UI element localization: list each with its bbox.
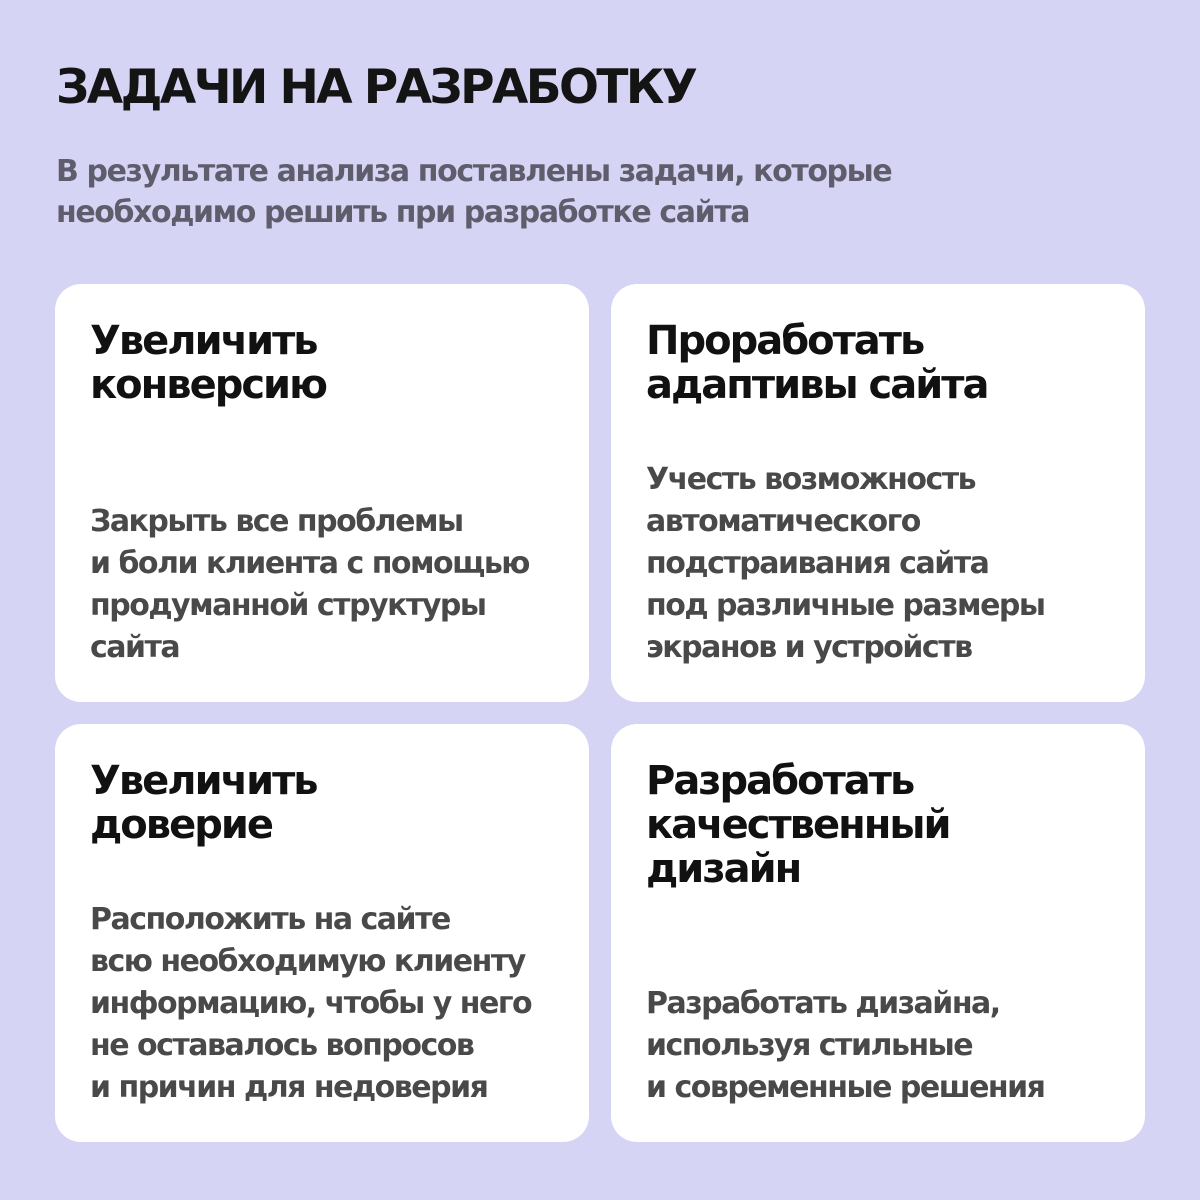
- card-description: Закрыть все проблемы и боли клиента с помощью продуманной структуры сайта: [90, 504, 529, 665]
- page-subtitle: В результате анализа поставлены задачи, которые необходимо решить при разработке сайта: [56, 154, 892, 230]
- card-description: Разработать дизайна, используя стильные и современные решения: [646, 986, 1045, 1105]
- card-title: Разработать качественный дизайн: [646, 758, 950, 892]
- card-description: Расположить на сайте всю необходимую клиенту информацию, чтобы у него не оставалось вопросов и причин для недоверия: [90, 902, 532, 1105]
- task-card-adaptive: [611, 284, 1145, 702]
- card-title: Проработать адаптивы сайта: [646, 318, 988, 408]
- card-title: Увеличить доверие: [90, 758, 317, 848]
- card-title: Увеличить конверсию: [90, 318, 326, 408]
- task-card-trust: [55, 724, 589, 1142]
- task-card-conversion: [55, 284, 589, 702]
- task-card-design: [611, 724, 1145, 1142]
- page-title: ЗАДАЧИ НА РАЗРАБОТКУ: [56, 60, 696, 115]
- card-description: Учесть возможность автоматического подстраивания сайта под различные размеры экранов и устройств: [646, 462, 1045, 665]
